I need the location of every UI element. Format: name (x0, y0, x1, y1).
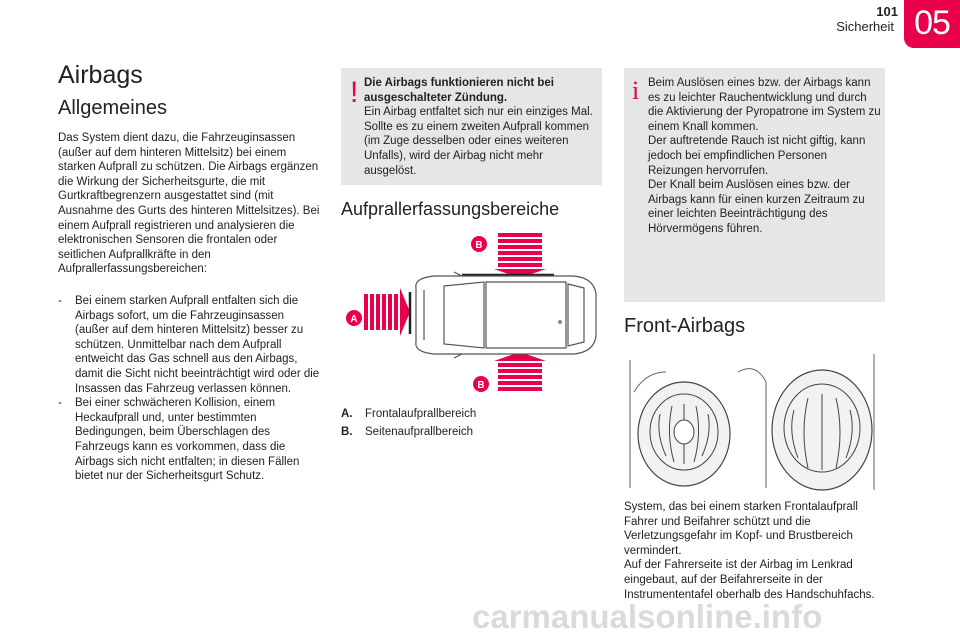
page-title: Airbags (58, 61, 143, 89)
heading-aufprall: Aufprallerfassungsbereiche (341, 199, 560, 219)
marker-b-top-label: B (475, 240, 483, 251)
info-paragraph: Der Knall beim Auslösen eines bzw. der Airbags kann für einen kurzen Zeitraum zu einer leichten Beeinträchtigung des Hörvermögens führen. (648, 179, 865, 235)
chapter-tab: 05 (904, 0, 960, 48)
info-paragraph: Der auftretende Rauch ist nicht giftig, kann jedoch bei empfindlichen Personen Reizungen hervorrufen. (648, 135, 866, 177)
marker-b-bottom-label: B (477, 380, 485, 391)
legend-a (341, 408, 476, 420)
front-airbags-text (624, 500, 886, 602)
legend-a-label: Frontalaufprallbereich (365, 408, 477, 420)
marker-a (346, 310, 362, 326)
impact-arrow-bottom (494, 352, 546, 391)
watermark: carmanualsonline.info (472, 598, 823, 635)
warning-icon: ! (350, 76, 359, 109)
page-number: 101 (876, 4, 898, 19)
car-outline (416, 272, 596, 358)
info-icon: i (632, 76, 640, 105)
bullet-list (58, 294, 320, 484)
bullet-item: - Bei einem starken Aufprall entfalten sich die Airbags sofort, um die Fahrzeuginsassen (außer auf dem hinteren Mittelsitz) besser zu schützen. Unmittelbar nach dem Aufprall entweicht das Gas schnell aus den Airbags, damit die Sicht nicht beeinträchtigt wird oder die Insassen das Fahrzeug verlassen können. (58, 294, 320, 396)
marker-b-bottom (473, 376, 489, 392)
bullet-item: - Bei einer schwächeren Kollision, einem Heckaufprall und, unter bestimmten Bedingungen, beim Überschlagen des Fahrzeugs kann es vorkommen, dass die Airbags sich nicht entfalten; in diesen Fällen bietet nur der Sicherheitsgurt Schutz. (58, 396, 320, 484)
impact-arrow-top (494, 233, 546, 278)
intro-paragraph: Das System dient dazu, die Fahrzeuginsassen (außer auf dem hinteren Mittelsitz) bei einem starken Aufprall zu schützen. Die Airbags ergänzen die Wirkung der Sicherheitsgurte, die mit Gurtkraftbegrenzern ausgestattet sind (mit Ausnahme des Gurts des hinteren Mittelsitzes). Bei einem Aufprall registrieren und analysieren die elektronischen Sensoren die frontalen oder seitlichen Aufprallkräfte in den Aufprallerfassungsbereichen: (58, 132, 320, 276)
warning-text (364, 76, 596, 178)
warning-bold: Die Airbags funktionieren nicht bei ausgeschalteter Zündung. (364, 77, 554, 104)
driver-airbag-icon (638, 382, 730, 486)
front-airbags-illustration (626, 352, 880, 492)
marker-a-label: A (350, 314, 358, 325)
section-name: Sicherheit (836, 19, 894, 34)
info-paragraph: Beim Auslösen eines bzw. der Airbags kann es zu leichter Rauchentwicklung und durch die Aktivierung der Pyropatrone im System zu einem Knall kommen. (648, 77, 881, 133)
heading-front-airbags: Front-Airbags (624, 315, 746, 337)
legend-b-key: B. (341, 426, 353, 438)
impact-arrow-front (364, 288, 410, 336)
legend-a-key: A. (341, 408, 353, 420)
passenger-airbag-icon (772, 370, 872, 490)
front-paragraph: System, das bei einem starken Frontalaufprall Fahrer und Beifahrer schützt und die Verletzungsgefahr im Kopf- und Brustbereich vermindert. (624, 501, 858, 557)
legend-b (341, 426, 473, 438)
legend-b-label: Seitenaufprallbereich (365, 426, 474, 438)
heading-allgemeines: Allgemeines (58, 97, 167, 119)
info-text (648, 76, 882, 237)
marker-b-top (471, 236, 487, 252)
front-paragraph: Auf der Fahrerseite ist der Airbag im Lenkrad eingebaut, auf der Beifahrerseite in der Instrumententafel oberhalb des Handschuhfachs. (624, 559, 875, 601)
impact-zones-diagram (344, 228, 600, 400)
warning-body: Ein Airbag entfaltet sich nur ein einziges Mal. Sollte es zu einem zweiten Aufprall kommen (im Zuge desselben oder eines weiteren Unfalls), wird der Airbag nicht mehr ausgelöst. (364, 106, 593, 177)
